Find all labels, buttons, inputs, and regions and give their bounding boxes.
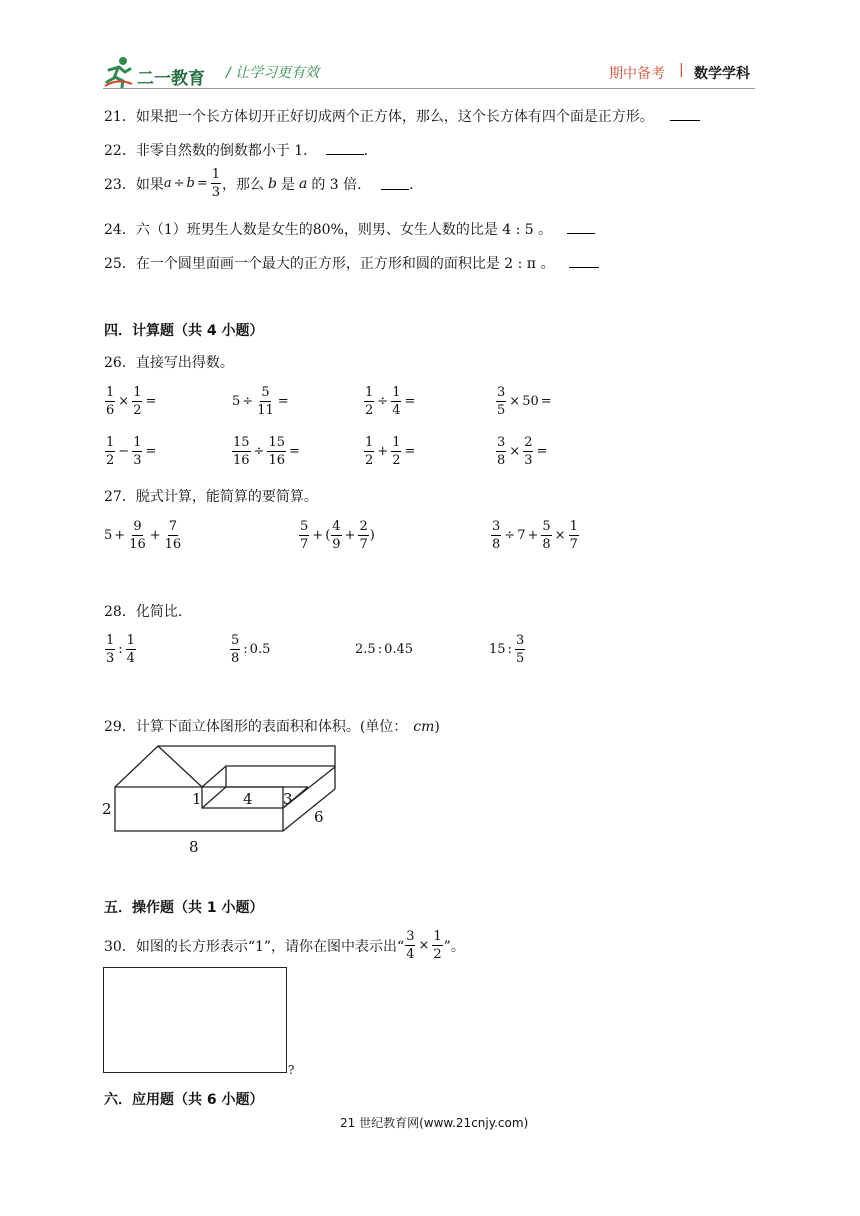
op-times: × [418, 938, 430, 953]
header-separator: | [679, 62, 684, 78]
denominator: 16 [233, 453, 250, 468]
numerator: 3 [492, 519, 501, 534]
numerator: 1 [392, 435, 401, 450]
denominator: 11 [257, 403, 274, 418]
figure-label-4: 4 [243, 790, 253, 808]
number: 0.45 [384, 642, 414, 657]
figure-label-8: 8 [189, 838, 199, 856]
numerator: 3 [406, 929, 415, 944]
op-plus: + [527, 528, 539, 543]
op-div: ÷ [504, 528, 516, 543]
fraction [128, 520, 147, 551]
op-eq: = [404, 444, 416, 459]
q26-expr-6 [231, 436, 302, 467]
numerator: 1 [365, 435, 374, 450]
q26-expr-4 [495, 386, 554, 417]
denominator: 7 [300, 537, 309, 552]
figure-label-2: 2 [102, 800, 112, 818]
question-29-text: 29．计算下面立体图形的表面积和体积。(单位： [104, 719, 408, 735]
denominator: 2 [365, 403, 374, 418]
section-6-title: 六．应用题（共 6 小题） [104, 1092, 264, 1108]
denominator: 5 [497, 403, 506, 418]
number: 2.5 [355, 642, 376, 657]
denominator: 5 [515, 651, 525, 666]
denominator: 3 [524, 453, 533, 468]
denominator: 2 [392, 453, 401, 468]
op-plus: + [377, 444, 389, 459]
number: 7 [517, 528, 526, 543]
denominator: 8 [231, 651, 240, 666]
numerator: 1 [133, 385, 142, 400]
fraction [164, 520, 183, 551]
fraction [523, 436, 533, 467]
denominator: 6 [106, 403, 115, 418]
question-30-text-b: ”。 [443, 938, 465, 955]
unit-cm: cm [413, 719, 435, 735]
section-4-title: 四．计算题（共 4 小题） [104, 323, 264, 339]
op-colon: : [377, 642, 383, 657]
op-div: ÷ [173, 176, 185, 191]
q28-expr-2 [229, 634, 270, 665]
op-eq: = [536, 444, 548, 459]
denominator: 8 [497, 453, 506, 468]
fraction [267, 436, 286, 467]
var-a: a [298, 175, 308, 192]
var-b: b [186, 176, 195, 191]
op-colon: : [507, 642, 512, 657]
numerator: 1 [433, 929, 442, 944]
numerator: 2 [524, 435, 533, 450]
answer-blank-24[interactable] [567, 221, 595, 234]
numerator: 5 [261, 385, 270, 400]
op-colon: : [243, 642, 248, 657]
numerator: 1 [133, 435, 142, 450]
question-23-text-a: 23．如果 [104, 176, 164, 193]
fraction [496, 436, 506, 467]
denominator: 7 [359, 537, 368, 552]
question-mark: ? [288, 1063, 295, 1077]
q26-expr-7 [363, 436, 417, 467]
q27-expr-3 [490, 520, 580, 551]
denominator: 4 [126, 651, 135, 666]
paren-left: ( [325, 528, 331, 543]
header-exam-label: 期中备考 [609, 66, 665, 82]
header-subject-label: 数学学科 [694, 66, 750, 82]
numerator: 15 [233, 435, 250, 450]
op-minus: − [118, 444, 130, 459]
denominator: 16 [164, 537, 182, 552]
numerator: 4 [332, 519, 341, 534]
op-plus: + [114, 528, 126, 543]
question-22-text: 22．非零自然数的倒数都小于 1． [104, 143, 318, 159]
fraction [232, 436, 251, 467]
question-28-text: 28．化简比． [104, 604, 192, 620]
question-29 [104, 716, 440, 736]
q26-expr-1 [104, 386, 158, 417]
fraction [126, 634, 136, 665]
q28-expr-4 [489, 634, 526, 665]
numerator: 3 [497, 385, 506, 400]
q28-expr-3 [355, 642, 413, 657]
numerator: 7 [168, 519, 178, 534]
figure-label-3: 3 [283, 790, 293, 808]
denominator: 2 [133, 403, 142, 418]
denominator: 3 [211, 185, 221, 200]
q28-expr-1 [104, 634, 137, 665]
q27-expr-1 [104, 520, 183, 551]
var-a: a [163, 176, 172, 191]
fraction [432, 930, 442, 961]
q26-expr-8 [495, 436, 549, 467]
fraction [364, 386, 374, 417]
numerator: 1 [211, 167, 221, 182]
fraction [496, 386, 506, 417]
question-21 [104, 106, 700, 126]
question-23-text-b: ，那么 [222, 176, 265, 193]
number: 15 [489, 642, 506, 657]
number: 5 [104, 528, 113, 543]
fraction [331, 520, 341, 551]
numerator: 1 [365, 385, 374, 400]
denominator: 3 [106, 651, 115, 666]
numerator: 5 [542, 519, 551, 534]
fraction [105, 436, 115, 467]
question-24-text: 24．六（1）班男生人数是女生的80%，则男、女生人数的比是 4 : 5 。 [104, 222, 553, 238]
op-colon: : [118, 642, 123, 657]
fraction [491, 520, 501, 551]
op-times: × [554, 528, 566, 543]
numerator: 9 [133, 519, 142, 534]
figure-label-1: 1 [192, 790, 202, 808]
runner-logo-icon [103, 56, 133, 88]
answer-blank-21[interactable] [670, 108, 700, 121]
question-23-period: ． [409, 176, 424, 193]
question-25-text: 25．在一个圆里面画一个最大的正方形，正方形和圆的面积比是 2 : π 。 [104, 256, 555, 272]
op-eq: = [196, 176, 208, 191]
denominator: 3 [133, 453, 142, 468]
section-5-title: 五．操作题（共 1 小题） [104, 900, 264, 916]
op-div: ÷ [242, 394, 254, 409]
question-21-text: 21．如果把一个长方体切开正好切成两个正方体，那么，这个长方体有四个面是正方形。 [104, 109, 654, 125]
number: 5 [232, 394, 241, 409]
op-times: × [509, 394, 521, 409]
numerator: 1 [126, 633, 135, 648]
fraction [391, 436, 401, 467]
question-30-formula [404, 930, 443, 961]
header-rule [103, 88, 755, 89]
op-times: × [118, 394, 130, 409]
op-plus: + [344, 528, 356, 543]
fraction [256, 386, 275, 417]
fraction [299, 520, 309, 551]
denominator: 2 [106, 453, 115, 468]
op-eq: = [145, 444, 157, 459]
fraction [569, 520, 579, 551]
answer-blank-22[interactable] [326, 142, 364, 155]
denominator: 16 [129, 537, 146, 552]
fraction [358, 520, 368, 551]
numerator: 1 [392, 385, 401, 400]
numerator: 1 [106, 385, 115, 400]
q26-expr-3 [363, 386, 417, 417]
number: 0.5 [249, 642, 271, 657]
op-plus: + [312, 528, 324, 543]
numerator: 5 [300, 519, 309, 534]
numerator: 5 [231, 633, 240, 648]
left-block-top [158, 746, 202, 787]
page-footer: 21 世纪教育网(www.21cnjy.com) [340, 1116, 529, 1130]
answer-blank-23[interactable] [381, 177, 409, 190]
question-23-formula [164, 168, 222, 199]
op-div: ÷ [253, 444, 265, 459]
solid-figure [98, 740, 338, 860]
numerator: 3 [515, 633, 525, 648]
denominator: 8 [492, 537, 501, 552]
notch-back [202, 766, 335, 787]
fraction [230, 634, 240, 665]
op-div: ÷ [377, 394, 389, 409]
header-slogan: / 让学习更有效 [226, 65, 320, 81]
fraction [211, 168, 221, 199]
denominator: 4 [406, 947, 415, 962]
fraction [364, 436, 374, 467]
fraction [132, 386, 142, 417]
denominator: 16 [268, 453, 285, 468]
denominator: 4 [392, 403, 401, 418]
denominator: 2 [433, 947, 442, 962]
op-plus: + [149, 528, 161, 543]
numerator: 2 [359, 519, 368, 534]
numerator: 3 [497, 435, 506, 450]
fraction [391, 386, 401, 417]
fraction [405, 930, 415, 961]
fraction [515, 634, 525, 665]
op-eq: = [145, 394, 157, 409]
question-30 [104, 930, 465, 961]
denominator: 7 [569, 537, 578, 552]
numerator: 15 [268, 435, 285, 450]
op-eq: = [404, 394, 416, 409]
question-24 [104, 219, 595, 239]
question-22 [104, 140, 378, 160]
denominator: 2 [365, 453, 374, 468]
logo-text: 二一教育 [137, 69, 205, 89]
q27-expr-2 [298, 520, 375, 551]
number: 50 [522, 394, 539, 409]
paren-right: ) [369, 528, 375, 543]
op-eq: = [540, 394, 552, 409]
op-eq: = [289, 444, 300, 459]
fraction [105, 386, 115, 417]
fraction [132, 436, 142, 467]
question-26-text: 26．直接写出得数。 [104, 355, 234, 371]
figure-label-6: 6 [314, 808, 324, 826]
op-times: × [509, 444, 521, 459]
numerator: 1 [106, 633, 115, 648]
question-30-text-a: 30．如图的长方形表示“1”，请你在图中表示出“ [104, 938, 405, 955]
numerator: 1 [106, 435, 115, 450]
var-b: b [268, 175, 277, 192]
denominator: 8 [542, 537, 551, 552]
op-eq: = [277, 394, 289, 409]
unit-rectangle[interactable] [103, 967, 287, 1073]
question-23-text-c: 是 [280, 176, 295, 193]
numerator: 1 [569, 519, 578, 534]
question-29-close: ) [434, 719, 440, 735]
question-23-text-d: 的 3 倍． [311, 176, 372, 193]
logo [103, 56, 205, 90]
question-22-period: ． [363, 143, 378, 159]
fraction [105, 634, 115, 665]
question-27-text: 27．脱式计算，能简算的要简算。 [104, 489, 318, 505]
fraction [541, 520, 551, 551]
answer-blank-25[interactable] [569, 255, 599, 268]
question-25 [104, 253, 599, 273]
q26-expr-5 [104, 436, 158, 467]
question-23 [104, 168, 423, 199]
q26-expr-2 [232, 386, 291, 417]
denominator: 9 [332, 537, 341, 552]
